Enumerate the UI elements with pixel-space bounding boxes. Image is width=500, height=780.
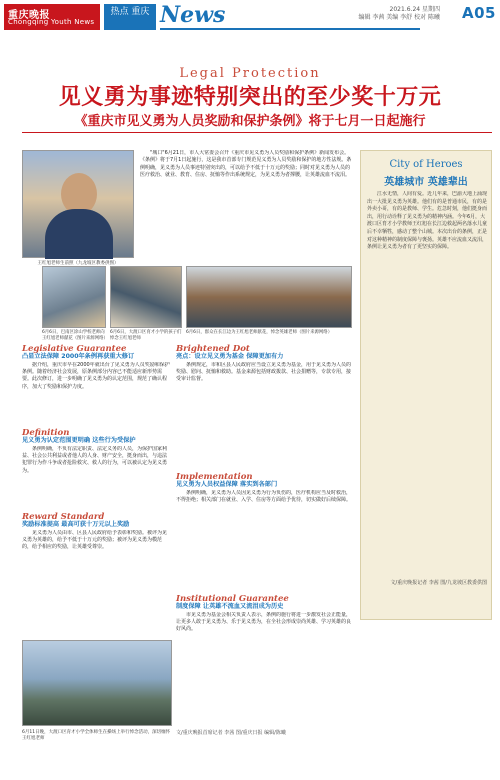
section-tag: 热点 重庆 [104, 4, 156, 30]
logo-subtitle: Chongqing Youth News [8, 18, 95, 26]
section-legislative [22, 346, 170, 414]
headline: 见义勇为事迹特别突出的至少奖十万元 [58, 85, 442, 110]
section-cn-title: 亮点：设立见义勇为基金 保障更加有力 [176, 353, 284, 361]
headline-divider [22, 132, 492, 133]
portrait-body [45, 209, 113, 259]
newspaper-logo [4, 4, 100, 30]
section-paragraph: 据介绍，重庆市早在2000年就出台了见义勇为人员奖励和保护条例。随着经济社会发展，原条例部分内容已不能适应新形势需要。此次修订，进一步明确了见义勇为的认定范围，规范了确认程序，加大了奖励和保护力度。 [22, 361, 170, 390]
section-paragraph: 条例规定，市和区县人民政府应当设立见义勇为基金，用于见义勇为人员的奖励、慰问、抚恤和救助。基金来源包括财政拨款、社会捐赠等，专款专用，接受审计监督。 [176, 361, 352, 383]
section-definition [22, 430, 170, 498]
section-brightened [176, 346, 354, 458]
photo-caption-2: 6月6日，大渡口区育才小学的孩子们悼念王红旭老师 [110, 330, 182, 341]
section-paragraph: 见义勇为人员由市、区县人民政府给予表彰和奖励。被评为见义勇为英雄的，给予不低于十万元的奖励；被评为见义勇为模范的，给予相应的奖励，让英雄受尊崇。 [22, 529, 168, 551]
masthead [0, 0, 500, 32]
page-number: A05 [462, 4, 496, 22]
memorial-photo-1 [42, 266, 106, 328]
section-cn-title: 凸显立法保障 2000年条例再获重大修订 [22, 353, 135, 361]
sidebar-byline: 文/重庆晚报记者 李茜 图/九龙坡区教委供图 [390, 580, 487, 586]
section-cn-title: 奖励标准提高 最高可获十万元以上奖励 [22, 521, 130, 529]
sidebar-box [360, 150, 492, 620]
subheadline: 《重庆市见义勇为人员奖励和保护条例》将于七月一日起施行 [74, 114, 426, 129]
photo-caption-1: 6月6日，巴南区涂山学校老师向王红旭老师献花（图片来源网络） [42, 330, 108, 341]
section-paragraph: 条例明确，不负有法定职责、法定义务的人员，为保护国家利益、社会公共利益或者他人的人身、财产安全，挺身而出，与违法犯罪行为作斗争或者抢险救灾、救人的行为，可以被认定为见义勇为。 [22, 445, 168, 474]
section-en-title: Definition [22, 428, 70, 438]
lead-paragraph: "城口"6月21日，市人大常委会召开《重庆市见义勇为人员奖励和保护条例》新闻发布会。《条例》将于7月1日起施行，这是我市首部专门规范见义勇为人员奖励和保护的地方性法规。条例明确，见义勇为人员事迹特别突出的，可以给予不低于十万元的奖励；同时对见义勇为人员的医疗救治、就业、教育、住房、抚恤等作出系统规定，为见义勇为者撑腰，让英雄流血不流泪。 [140, 150, 352, 179]
sidebar-text: 江水无情，人间有爱。近几年来，巴渝大地上涌现出一大批见义勇为英雄。他们有的是普通市民，有的是外卖小哥，有的是教师、学生。危急时刻，他们挺身而出，用行动诠释了见义勇为的精神内涵。今年6月，大渡口区育才小学教师王红旭在长江边救起两名落水儿童后不幸牺牲，感动了整个山城。本次出台的条例，正是对这种精神的制度保障与褒扬。英雄不应流血又流泪，条例让见义勇为者有了更坚实的保障。 [367, 191, 487, 251]
logo-title: 重庆晚报 [8, 10, 50, 21]
section-implementation [176, 474, 354, 580]
sidebar-title-cn: 英雄城市 英雄辈出 [384, 177, 468, 188]
section-paragraph: 市见义勇为基金会相关负责人表示，条例的施行将进一步激发社会正能量，让更多人敢于见义勇为、乐于见义勇为，在全社会形成崇尚英雄、学习英雄的良好风尚。 [176, 611, 352, 633]
section-institutional [176, 596, 354, 702]
section-paragraph: 条例明确，见义勇为人员因见义勇为行为负伤的，医疗机构应当及时救治，不得拒绝；相关部门在就业、入学、住房等方面给予优待，切实做好后续保障。 [176, 489, 352, 504]
portrait-caption: 王红旭老师生前照（九龙坡区教委供图） [37, 261, 119, 266]
masthead-rule [160, 28, 420, 30]
section-en-title: Implementation [176, 472, 253, 482]
bottom-photo-caption: 6月11日晚，大渡口区育才小学全体师生在操场上举行悼念活动，深切缅怀王红旭老师 [22, 730, 171, 741]
section-cn-title: 制度保障 让英雄不流血又流泪成为历史 [176, 603, 284, 611]
section-cn-title: 见义勇为人员权益保障 落实到各部门 [176, 481, 278, 489]
photo-caption-3: 6月6日，群众在长江边为王红旭老师献花，悼念英雄老师（图片来源网络） [186, 330, 333, 335]
section-en-title: Institutional Guarantee [176, 594, 289, 604]
section-reward [22, 514, 170, 620]
section-en-title: Brightened Dot [176, 344, 250, 354]
section-cn-title: 见义勇为认定范围更明确 这些行为受保护 [22, 437, 136, 445]
section-word: News [160, 2, 226, 28]
section-en-title: Reward Standard [22, 512, 105, 522]
portrait-photo [22, 150, 134, 258]
article-byline: 文/重庆晚报首席记者 李茜 图/重庆日报 编辑/陈曦 [176, 730, 286, 736]
section-en-title: Legislative Guarantee [22, 344, 127, 354]
date-line: 2021.6.24 星期四 [389, 6, 440, 13]
sidebar-title-en: City of Heroes [389, 159, 463, 170]
kicker: Legal Protection [179, 66, 321, 81]
staff-line: 编辑 李茜 美编 李舒 校对 陈曦 [358, 14, 440, 21]
memorial-photo-3 [186, 266, 352, 328]
memorial-event-photo [22, 640, 172, 726]
memorial-photo-2 [110, 266, 182, 328]
issue-info [358, 6, 440, 22]
